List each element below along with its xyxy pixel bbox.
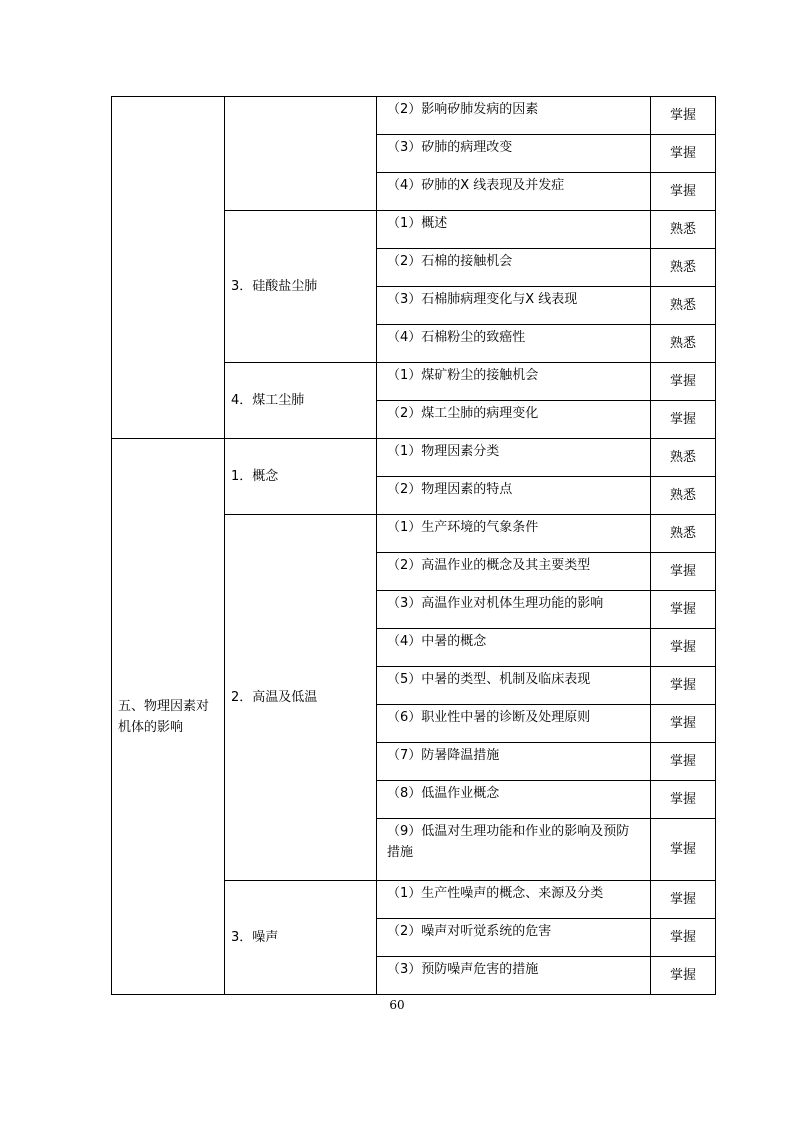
topic-title [225, 97, 377, 211]
topic-title: 3．硅酸盐尘肺 [225, 211, 377, 363]
mastery-level: 掌握 [651, 919, 716, 957]
item-text: （2）煤工尘肺的病理变化 [377, 401, 651, 439]
item-text: （1）概述 [377, 211, 651, 249]
item-text: （3）矽肺的病理改变 [377, 135, 651, 173]
item-text: （6）职业性中暑的诊断及处理原则 [377, 705, 651, 743]
section-title [112, 97, 225, 439]
mastery-level: 掌握 [651, 97, 716, 135]
mastery-level: 掌握 [651, 705, 716, 743]
item-text: （2）高温作业的概念及其主要类型 [377, 553, 651, 591]
mastery-level: 熟悉 [651, 477, 716, 515]
mastery-level: 掌握 [651, 135, 716, 173]
item-text: （2）噪声对听觉系统的危害 [377, 919, 651, 957]
item-text: （8）低温作业概念 [377, 781, 651, 819]
table-row [112, 439, 716, 477]
mastery-level: 熟悉 [651, 249, 716, 287]
item-text: （4）矽肺的X 线表现及并发症 [377, 173, 651, 211]
mastery-level: 掌握 [651, 881, 716, 919]
mastery-level: 掌握 [651, 743, 716, 781]
item-text: （3）高温作业对机体生理功能的影响 [377, 591, 651, 629]
mastery-level: 掌握 [651, 401, 716, 439]
syllabus-table [111, 96, 716, 995]
mastery-level: 掌握 [651, 173, 716, 211]
mastery-level: 掌握 [651, 957, 716, 995]
mastery-level: 掌握 [651, 363, 716, 401]
mastery-level: 掌握 [651, 781, 716, 819]
item-text: （7）防暑降温措施 [377, 743, 651, 781]
item-text: （2）影响矽肺发病的因素 [377, 97, 651, 135]
page-number: 60 [389, 998, 405, 1012]
mastery-level: 熟悉 [651, 515, 716, 553]
topic-title: 3．噪声 [225, 881, 377, 995]
topic-title: 2．高温及低温 [225, 515, 377, 881]
mastery-level: 掌握 [651, 553, 716, 591]
mastery-level: 掌握 [651, 629, 716, 667]
item-text: （4）石棉粉尘的致癌性 [377, 325, 651, 363]
item-text: （1）煤矿粉尘的接触机会 [377, 363, 651, 401]
item-text: （5）中暑的类型、机制及临床表现 [377, 667, 651, 705]
item-text: （2）物理因素的特点 [377, 477, 651, 515]
mastery-level: 熟悉 [651, 439, 716, 477]
item-text: （1）生产环境的气象条件 [377, 515, 651, 553]
mastery-level: 掌握 [651, 667, 716, 705]
item-text: （9）低温对生理功能和作业的影响及预防措施 [377, 819, 651, 881]
mastery-level: 掌握 [651, 819, 716, 881]
item-text: （3）石棉肺病理变化与X 线表现 [377, 287, 651, 325]
mastery-level: 熟悉 [651, 325, 716, 363]
item-text: （2）石棉的接触机会 [377, 249, 651, 287]
item-text: （1）生产性噪声的概念、来源及分类 [377, 881, 651, 919]
item-text: （3）预防噪声危害的措施 [377, 957, 651, 995]
section-title: 五、物理因素对机体的影响 [112, 439, 225, 995]
item-text: （4）中暑的概念 [377, 629, 651, 667]
mastery-level: 熟悉 [651, 211, 716, 249]
table-row [112, 97, 716, 135]
item-text: （1）物理因素分类 [377, 439, 651, 477]
topic-title: 4．煤工尘肺 [225, 363, 377, 439]
topic-title: 1．概念 [225, 439, 377, 515]
mastery-level: 熟悉 [651, 287, 716, 325]
mastery-level: 掌握 [651, 591, 716, 629]
